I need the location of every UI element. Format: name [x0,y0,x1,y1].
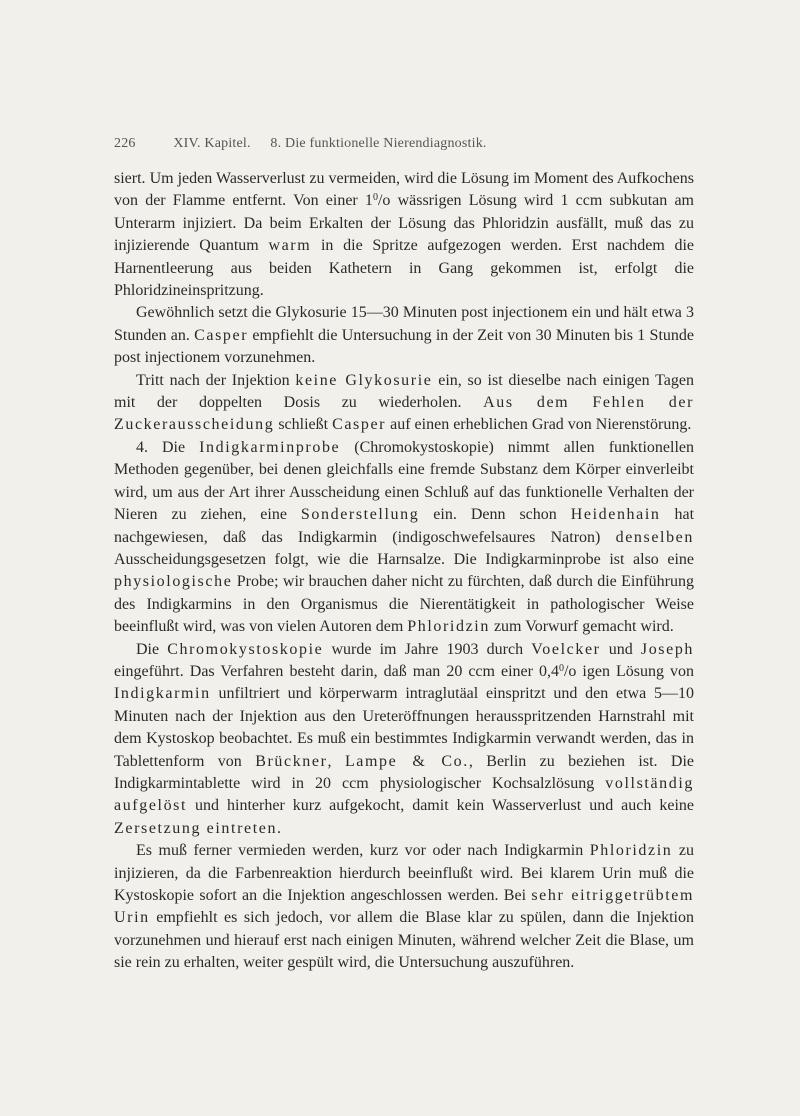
emphasis-spaced: Casper [194,326,249,344]
text-run: , Berlin zu beziehen ist. Die Indigkarmintablette wird in 20 ccm physiologischer Kochsalzlösung [114,752,695,792]
text-run: empfiehlt es sich jedoch, vor allem die Blase klar zu spülen, dann die Injektion vorzunehmen und hierauf erst nach einigen Minuten, während welcher Zeit die Blase, um sie rein zu erhalten, weiter gespült wird, die Untersuchung auszuführen. [114,909,694,972]
emphasis-spaced: Sonderstellung [300,506,420,524]
emphasis-spaced: Brückner [255,752,328,770]
running-header [114,136,674,152]
body-text [114,168,694,975]
emphasis-spaced: vollständig aufgelöst [114,774,694,815]
emphasis-spaced: sehr eitriggetrübtem Urin [114,887,694,927]
superscript: 0 [558,662,564,674]
text-run: auf einen erheblichen Grad von Nierenstörung. [386,416,692,434]
text-run: wurde im Jahre 1903 durch [323,640,532,658]
emphasis-spaced: Zersetzung eintreten [114,819,278,837]
emphasis-spaced: Phloridzin [407,618,490,636]
emphasis-spaced: Heidenhain [570,506,661,524]
text-run: und [600,640,641,658]
emphasis-spaced: keine Glykosurie [295,371,433,389]
paragraph [114,639,694,841]
text-run: Tritt nach der Injektion [136,371,296,389]
emphasis-spaced: Aus dem Fehlen der Zuckerausscheidung [114,394,694,434]
text-run: /o wässrigen Lösung wird 1 ccm subkutan am Unterarm injiziert. Da beim Erkalten der Lösung das Phloridzin ausfällt, muß das zu injizierende Quantum [114,192,694,255]
text-run: zu injizieren, da die Farbenreaktion hierdurch beeinflußt wird. Bei klarem Urin muß die Kystoskopie sofort an die Injektion angeschlossen werden. Bei [114,842,694,904]
emphasis-spaced: Indigkarmin [114,685,211,703]
text-run: Die [136,640,168,658]
emphasis-spaced: Phloridzin [589,842,673,860]
emphasis-spaced: Chromokystoskopie [167,640,324,658]
text-run: Gewöhnlich setzt die Glykosurie 15—30 Minuten post injectionem ein und hält etwa 3 Stunden an. [114,304,694,344]
text-run: und hinterher kurz aufgekocht, damit kein Wasserverlust und auch keine [187,797,694,815]
text-run: Probe; wir brauchen daher nicht zu fürchten, daß durch die Einführung des Indigkarmins in den Organismus die Nierentätigkeit in pathologischer Weise beeinflußt wird, was von vielen Autoren dem [114,573,694,636]
text-run: eingeführt. Das Verfahren besteht darin, daß man 20 ccm einer 0,4 [114,662,559,680]
text-run: ein, so ist dieselbe nach einigen Tagen mit der doppelten Dosis zu wiederholen. [114,371,694,412]
paragraph [114,168,694,302]
text-run: empfiehlt die Untersuchung in der Zeit von 30 Minuten bis 1 Stunde post injectionem vorzunehmen. [114,326,694,367]
text-run: 4. Die [136,438,200,456]
superscript: 0 [372,192,378,204]
text-run: unfiltriert und körperwarm intraglutäal einspritzt und den etwa 5—10 Minuten nach der Injektion aus den Ureteröffnungen herausspritzenden Harnstrahl mit dem Kystoskop beobachtet. Es muß ein bestimmtes Indigkarmin verwandt werden, das in Tablettenform von [114,685,694,770]
text-run: Ausscheidungsgesetzen folgt, wie die Harnsalze. Die Indigkarminprobe ist also eine [114,550,694,568]
emphasis-spaced: Lampe & Co. [344,752,469,770]
emphasis-spaced: Joseph [640,640,695,658]
paragraph [114,302,694,369]
text-run: /o igen Lösung von [563,662,694,680]
text-run: ein. Denn schon [419,506,571,524]
text-run: , [327,752,345,770]
emphasis-spaced: warm [268,237,312,255]
page-number: 226 [114,136,136,151]
emphasis-spaced: Voelcker [531,640,601,658]
section-title: 8. Die funktionelle Nierendiagnostik. [270,136,487,151]
text-run: schließt [274,416,333,434]
text-run: hat nachgewiesen, daß das Indigkarmin (indigoschwefelsaures Natron) [114,506,695,546]
text-run: . [277,819,282,837]
emphasis-spaced: denselben [615,528,694,546]
paragraph [114,437,694,639]
paragraph [114,840,694,974]
chapter-label: XIV. Kapitel. [173,136,251,151]
paragraph [114,370,694,437]
text-run: in die Spritze aufgezogen werden. Erst nachdem die Harnentleerung aus beiden Kathetern in Gang gekommen ist, erfolgt die Phloridzineinspritzung. [114,237,695,300]
text-run: Es muß ferner vermieden werden, kurz vor oder nach Indigkarmin [136,842,590,860]
text-run: (Chromokystoskopie) nimmt allen funktionellen Methoden gegenüber, bei denen gleichfalls eine fremde Substanz dem Körper einverleibt wird, um aus der Art ihrer Ausscheidung einen Schluß auf das funktionelle Verhalten der Nieren zu ziehen, eine [114,438,695,524]
text-run: siert. Um jeden Wasserverlust zu vermeiden, wird die Lösung im Moment des Aufkochens von der Flamme entfernt. Von einer 1 [114,170,694,210]
emphasis-spaced: physiologische [114,573,233,591]
emphasis-spaced: Indigkarminprobe [199,438,341,456]
text-run: zum Vorwurf gemacht wird. [489,618,674,636]
emphasis-spaced: Casper [332,416,387,434]
